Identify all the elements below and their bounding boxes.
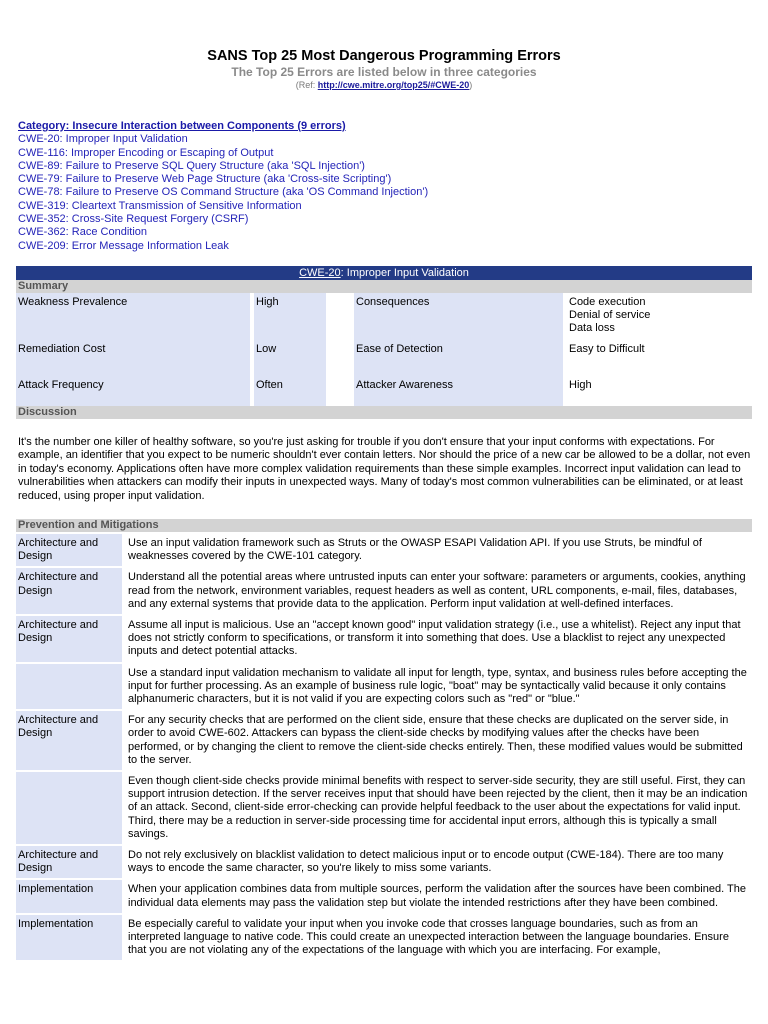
summary-label: Weakness Prevalence: [16, 293, 250, 340]
summary-row: [16, 293, 752, 340]
summary-label: Ease of Detection: [354, 340, 563, 376]
mitigation-text: For any security checks that are performed on the client side, ensure that these checks are duplicated on the server side, in order to avoid CWE-602. Attackers can bypass the client-side checks by modifying values after the checks have been performed, or by changing the client to remove the client-side checks entirely. Then, these modified values would be submitted to the server.: [122, 711, 752, 770]
mitigation-text: Use an input validation framework such as Struts or the OWASP ESAPI Validation API. If you use Struts, be mindful of weaknesses covered by the CWE-101 category.: [122, 534, 752, 566]
document-title: SANS Top 25 Most Dangerous Programming Errors: [207, 48, 561, 64]
phase-label: Architecture and Design: [16, 616, 122, 662]
cwe-title-text: : Improper Input Validation: [340, 266, 469, 279]
prevention-row: [16, 711, 752, 770]
document-header: [0, 0, 768, 91]
category-item-link[interactable]: CWE-79: Failure to Preserve Web Page Structure (aka 'Cross-site Scripting'): [18, 173, 392, 186]
summary-value: Low: [254, 340, 326, 376]
cwe-title-bar: [16, 266, 752, 280]
mitigation-text: Assume all input is malicious. Use an "accept known good" input validation strategy (i.e., use a whitelist). Reject any input that does not strictly conform to specifications, or transform it into something that does. Use a blacklist to reject any unexpected inputs and detect potential attacks.: [122, 616, 752, 662]
phase-label: Implementation: [16, 880, 122, 912]
summary-value: High: [569, 378, 592, 391]
summary-row: [16, 340, 752, 376]
prevention-heading: Prevention and Mitigations: [16, 519, 752, 532]
prevention-row: [16, 616, 752, 662]
category-item-link[interactable]: CWE-319: Cleartext Transmission of Sensitive Information: [18, 199, 302, 212]
reference-line: [0, 79, 768, 91]
summary-label: Remediation Cost: [16, 340, 250, 376]
summary-row: [16, 376, 752, 406]
summary-value: Easy to Difficult: [569, 342, 645, 355]
category-item-link[interactable]: CWE-352: Cross-Site Request Forgery (CSRF): [18, 213, 249, 226]
mitigation-text: When your application combines data from multiple sources, perform the validation after the sources have been combined. The individual data elements may pass the validation step but violate the intended restrictions after they have been combined.: [122, 880, 752, 912]
cwe-id-link[interactable]: CWE-20: [299, 266, 341, 279]
phase-label: Architecture and Design: [16, 568, 122, 614]
phase-label: Architecture and Design: [16, 846, 122, 878]
prevention-row: [16, 772, 752, 844]
category-item-link[interactable]: CWE-116: Improper Encoding or Escaping of Output: [18, 146, 274, 159]
summary-label: Attack Frequency: [16, 376, 250, 406]
category-section: [18, 120, 768, 253]
prevention-table: [16, 532, 752, 962]
category-heading[interactable]: Category: Insecure Interaction between Components (9 errors): [18, 120, 346, 132]
ref-prefix: (Ref:: [295, 80, 318, 90]
prevention-row: [16, 915, 752, 961]
summary-value: High: [254, 293, 326, 340]
prevention-row: [16, 880, 752, 912]
summary-value: Often: [254, 376, 326, 406]
mitigation-text: Be especially careful to validate your input when you invoke code that crosses language boundaries, such as from an interpreted language to native code. This could create an unexpected interaction between the language boundaries. Ensure that you are not violating any of the expectations of the language with which you are interfacing. For example,: [122, 915, 752, 961]
category-item-link[interactable]: CWE-362: Race Condition: [18, 226, 148, 239]
phase-label: [16, 772, 122, 844]
summary-label: Consequences: [354, 293, 563, 340]
mitigation-text: Even though client-side checks provide minimal benefits with respect to server-side security, they are still useful. First, they can support intrusion detection. If the server receives input that should have been rejected by the client, then it may be an indication of an attack. Second, client-side error-checking can provide helpful feedback to the user about the expectations for valid input. Third, there may be a reduction in server-side processing time for accidental input errors, although this is typically a small savings.: [122, 772, 752, 844]
phase-label: Architecture and Design: [16, 534, 122, 566]
summary-table: [16, 293, 752, 406]
phase-label: Architecture and Design: [16, 711, 122, 770]
mitigation-text: Do not rely exclusively on blacklist validation to detect malicious input or to encode output (CWE-184). There are too many ways to encode the same character, so you're likely to miss some variants.: [122, 846, 752, 878]
document-subtitle: The Top 25 Errors are listed below in three categories: [231, 65, 537, 79]
category-item-link[interactable]: CWE-78: Failure to Preserve OS Command Structure (aka 'OS Command Injection'): [18, 186, 429, 199]
discussion-heading: Discussion: [16, 406, 752, 419]
category-item-link[interactable]: CWE-20: Improper Input Validation: [18, 133, 188, 146]
summary-value: Code execution Denial of service Data loss: [569, 295, 651, 334]
prevention-row: [16, 534, 752, 566]
prevention-row: [16, 664, 752, 710]
category-item-link[interactable]: CWE-89: Failure to Preserve SQL Query Structure (aka 'SQL Injection'): [18, 159, 365, 172]
ref-suffix: ): [469, 80, 473, 90]
summary-heading: Summary: [16, 280, 752, 293]
mitigation-text: Understand all the potential areas where untrusted inputs can enter your software: parameters or arguments, cookies, anything read from the network, environment variables, request headers as well as content, URL components, e-mail, files, databases, and any external systems that provide data to the application. Perform input validation at well-defined interfaces.: [122, 568, 752, 614]
reference-link[interactable]: http://cwe.mitre.org/top25/#CWE-20: [317, 80, 470, 90]
discussion-text: It's the number one killer of healthy software, so you're just asking for trouble if you don't ensure that your input conforms with expectations. For example, an identifier that you expect to be numeric shouldn't ever contain letters. Nor should the price of a new car be allowed to be a dollar, not even in today's economy. Applications often have more complex validation requirements than these simple examples. Incorrect input validation can lead to vulnerabilities when attackers can modify their inputs in unexpected ways. Many of today's most common vulnerabilities can be eliminated, or at least reduced, using proper input validation.: [18, 435, 751, 502]
category-item-link[interactable]: CWE-209: Error Message Information Leak: [18, 239, 229, 252]
summary-label: Attacker Awareness: [354, 376, 563, 406]
phase-label: [16, 664, 122, 710]
prevention-row: [16, 568, 752, 614]
prevention-row: [16, 846, 752, 878]
phase-label: Implementation: [16, 915, 122, 961]
mitigation-text: Use a standard input validation mechanism to validate all input for length, type, syntax, and business rules before accepting the input for further processing. As an example of business rule logic, "boat" may be syntactically valid because it only contains alphanumeric characters, but it is not valid if you are expecting colors such as "red" or "blue.": [122, 664, 752, 710]
